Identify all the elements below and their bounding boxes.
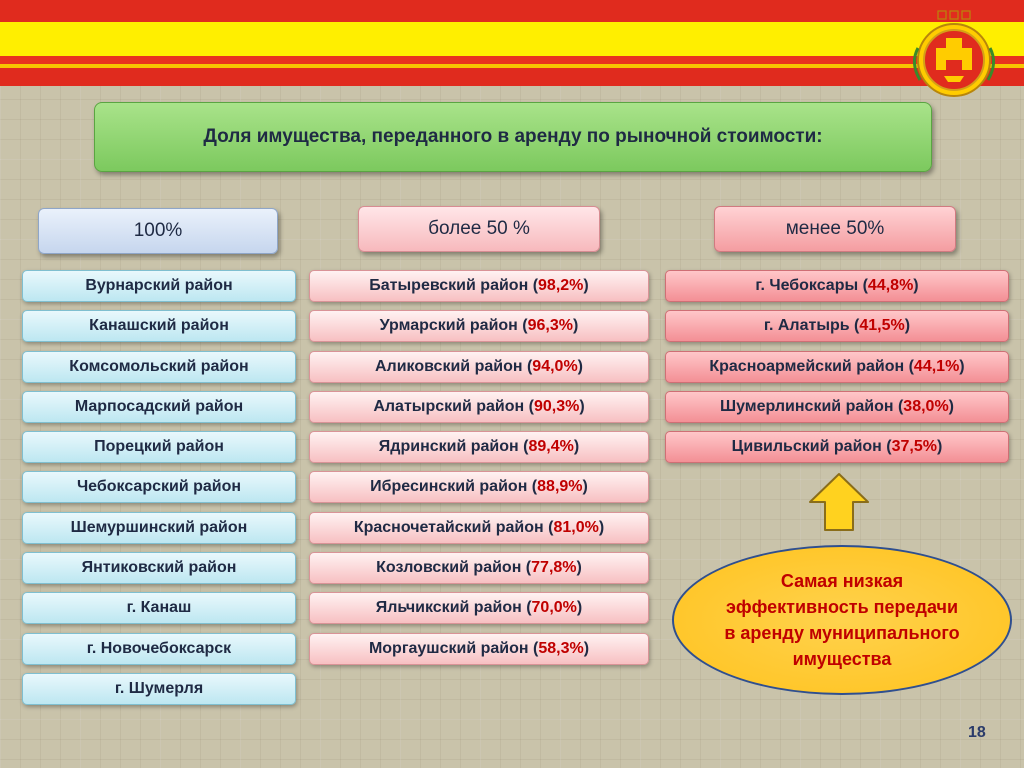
district-name: Батыревский район bbox=[369, 277, 529, 294]
share-percent: 94,0% bbox=[532, 357, 578, 375]
list-item: Порецкий район bbox=[22, 431, 296, 463]
list-item: Алатырский район ( 90,3% ) bbox=[309, 391, 649, 423]
district-name: Ядринский район bbox=[378, 438, 519, 456]
district-name: Яльчикский район bbox=[375, 599, 522, 617]
list-item: Марпосадский район bbox=[22, 391, 296, 423]
list-item: Чебоксарский район bbox=[22, 471, 296, 503]
district-name: Урмарский район bbox=[379, 317, 518, 335]
share-percent: 38,0% bbox=[903, 397, 949, 415]
share-percent: 90,3% bbox=[533, 397, 580, 415]
share-percent: 41,5% bbox=[859, 317, 905, 335]
district-name: г. Чебоксары bbox=[755, 277, 859, 294]
list-item: Красночетайский район ( 81,0% ) bbox=[309, 512, 649, 544]
share-percent: 70,0% bbox=[531, 599, 577, 617]
list-item: Красноармейский район ( 44,1% ) bbox=[665, 351, 1009, 383]
district-name: Моргаушский район bbox=[368, 639, 529, 657]
column-100-percent bbox=[22, 270, 296, 713]
list-item: Комсомольский район bbox=[22, 351, 296, 383]
district-name: Красноармейский район bbox=[709, 357, 905, 375]
district-name: Козловский район bbox=[376, 559, 522, 577]
column-more-50 bbox=[309, 270, 649, 673]
district-name: Алатырский район bbox=[373, 397, 525, 415]
share-percent: 98,2% bbox=[538, 277, 584, 294]
banner-red-top bbox=[0, 0, 1024, 22]
share-percent: 37,5% bbox=[891, 438, 937, 456]
share-percent: 89,4% bbox=[528, 438, 574, 456]
header-less-50: менее 50% bbox=[714, 206, 956, 252]
share-percent: 58,3% bbox=[538, 639, 584, 657]
chuvashia-emblem-icon bbox=[906, 8, 1002, 98]
list-item: Урмарский район ( 96,3% ) bbox=[309, 310, 649, 342]
share-percent: 96,3% bbox=[527, 317, 573, 335]
list-item: г. Алатырь ( 41,5% ) bbox=[665, 310, 1009, 342]
page-title: Доля имущества, переданного в аренду по рыночной стоимости: bbox=[94, 102, 932, 172]
list-item: Моргаушский район ( 58,3% ) bbox=[309, 633, 649, 665]
header-100-percent: 100% bbox=[38, 208, 278, 254]
page-number: 18 bbox=[968, 724, 986, 741]
list-item: Ибресинский район ( 88,9% ) bbox=[309, 471, 649, 503]
list-item: Янтиковский район bbox=[22, 552, 296, 584]
list-item: Цивильский район ( 37,5% ) bbox=[665, 431, 1009, 463]
list-item: Аликовский район ( 94,0% ) bbox=[309, 351, 649, 383]
list-item: г. Шумерля bbox=[22, 673, 296, 705]
share-percent: 44,1% bbox=[913, 357, 960, 375]
list-item: Шемуршинский район bbox=[22, 512, 296, 544]
list-item: Яльчикский район ( 70,0% ) bbox=[309, 592, 649, 624]
share-percent: 77,8% bbox=[531, 559, 577, 577]
district-name: г. Алатырь bbox=[763, 317, 850, 335]
share-percent: 44,8% bbox=[867, 277, 914, 294]
list-item: Вурнарский район bbox=[22, 270, 296, 302]
list-item: Козловский район ( 77,8% ) bbox=[309, 552, 649, 584]
share-percent: 88,9% bbox=[537, 478, 583, 496]
list-item: г. Новочебоксарск bbox=[22, 633, 296, 665]
list-item: г. Чебоксары ( 44,8% ) bbox=[665, 270, 1009, 302]
callout-text: Самая низкая эффективность передачи в аренду муниципального имущества bbox=[724, 570, 960, 670]
list-item: Канашский район bbox=[22, 310, 296, 342]
list-item: Шумерлинский район ( 38,0% ) bbox=[665, 391, 1009, 423]
district-name: Аликовский район bbox=[374, 357, 523, 375]
callout-ellipse bbox=[672, 545, 1012, 695]
share-percent: 81,0% bbox=[553, 518, 599, 536]
banner-red-mid bbox=[0, 56, 1024, 64]
district-name: Красночетайский район bbox=[353, 518, 544, 536]
list-item: г. Канаш bbox=[22, 592, 296, 624]
district-name: Ибресинский район bbox=[370, 478, 528, 496]
district-name: Шумерлинский район bbox=[720, 397, 894, 415]
district-name: Цивильский район bbox=[731, 438, 882, 456]
arrow-up-icon bbox=[808, 472, 870, 532]
banner-yellow bbox=[0, 22, 1024, 56]
banner-red-bottom bbox=[0, 68, 1024, 86]
header-more-50: более 50 % bbox=[358, 206, 600, 252]
list-item: Ядринский район ( 89,4% ) bbox=[309, 431, 649, 463]
list-item: Батыревский район ( 98,2% ) bbox=[309, 270, 649, 302]
column-less-50 bbox=[665, 270, 1009, 471]
